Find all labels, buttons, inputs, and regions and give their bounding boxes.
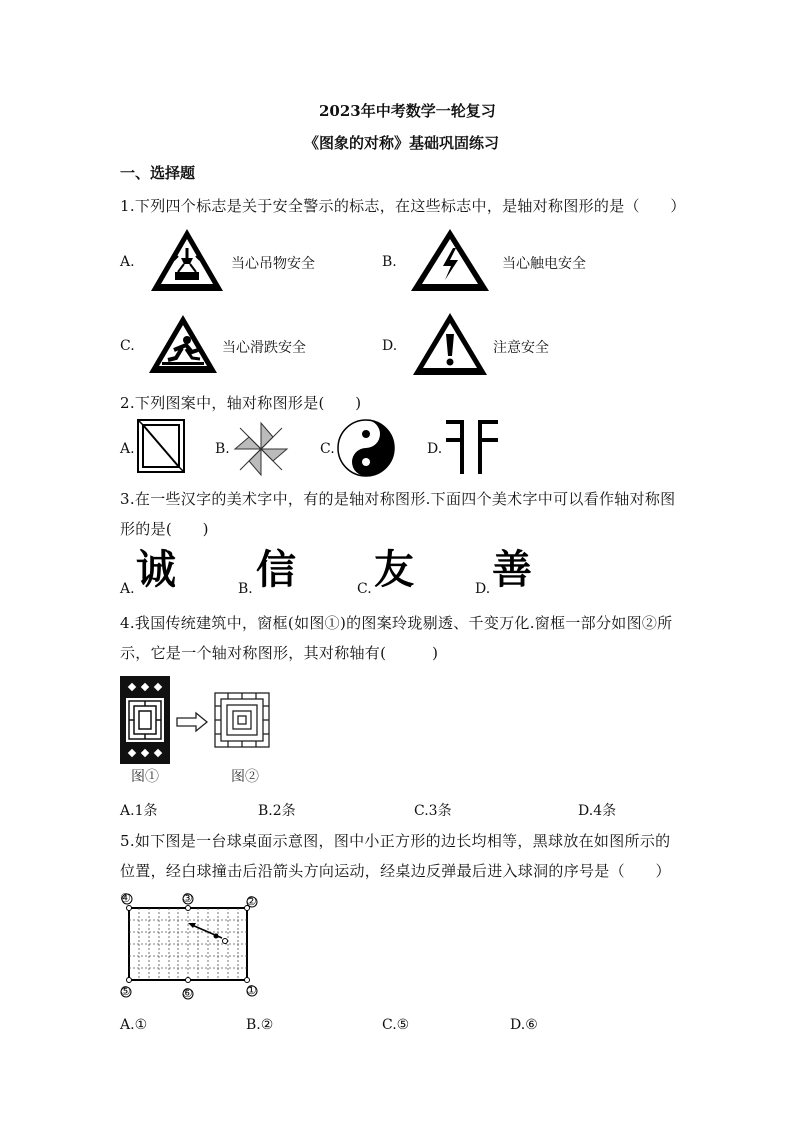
q4-option-d xyxy=(578,800,616,820)
pocket-label-4: ④ xyxy=(120,891,131,905)
bracket-pattern-icon xyxy=(444,418,500,476)
electric-shock-warning-icon xyxy=(408,226,492,294)
q4-stem-line1: 4.我国传统建筑中，窗框(如图①)的图案玲珑剔透、千变万化.窗框一部分如图②所 xyxy=(120,614,673,632)
q1-option-d-label: 注意安全 xyxy=(493,340,549,356)
exclamation-warning-icon xyxy=(410,310,490,378)
q3-stem-line2: 形的是( ) xyxy=(120,520,209,538)
q3-option-b-char: 信 xyxy=(256,547,296,593)
q4-option-b xyxy=(258,800,296,820)
pocket-label-5: ⑤ xyxy=(120,984,131,998)
window-frame-figure-1 xyxy=(120,676,170,764)
q3-option-b-letter: B. xyxy=(238,581,253,597)
q1-option-a-label: 当心吊物安全 xyxy=(231,256,315,272)
page-title: 2023年中考数学一轮复习 xyxy=(319,102,496,120)
q4-option-c xyxy=(414,800,452,820)
q4-option-a xyxy=(120,800,157,820)
q4-option-a-letter: A. xyxy=(120,803,135,819)
q5-option-a xyxy=(120,1017,147,1033)
q4-stem-line2: 示，它是一个轴对称图形，其对称轴有( ) xyxy=(120,644,439,662)
q4-option-d-value: 4条 xyxy=(593,803,617,819)
q5-option-a-value: ① xyxy=(134,1017,148,1033)
arrow-right-icon xyxy=(176,712,208,732)
crane-hook-warning-icon xyxy=(148,226,226,294)
q2-stem: 2.下列图案中，轴对称图形是( ) xyxy=(120,394,362,412)
q5-option-d-value: ⑥ xyxy=(525,1017,538,1033)
q5-option-c-letter: C. xyxy=(382,1017,397,1033)
q1-option-b-letter: B. xyxy=(382,254,397,270)
q3-option-c-char: 友 xyxy=(374,547,414,593)
pocket-label-3: ③ xyxy=(182,891,193,905)
q5-option-d xyxy=(510,1017,538,1033)
q2-option-b-letter: B. xyxy=(215,441,230,457)
q4-option-b-letter: B. xyxy=(258,803,273,819)
q5-option-a-letter: A. xyxy=(120,1017,135,1033)
q5-option-d-letter: D. xyxy=(510,1017,526,1033)
q2-option-c-letter: C. xyxy=(320,441,335,457)
pinwheel-icon xyxy=(232,420,290,478)
q1-option-c-letter: C. xyxy=(120,338,135,354)
q5-option-b-value: ② xyxy=(260,1017,274,1033)
q3-option-d-letter: D. xyxy=(475,581,491,597)
q1-stem: 1.下列四个标志是关于安全警示的标志，在这些标志中，是轴对称图形的是（ ） xyxy=(120,197,686,215)
q5-option-c xyxy=(382,1017,409,1033)
pocket-label-1: ① xyxy=(246,983,257,997)
slip-fall-warning-icon xyxy=(146,312,220,376)
q4-option-b-value: 2条 xyxy=(272,803,296,819)
yin-yang-icon xyxy=(336,418,396,478)
q3-option-a-letter: A. xyxy=(120,581,135,597)
q4-option-d-letter: D. xyxy=(578,803,594,819)
q1-option-c-label: 当心滑跌安全 xyxy=(222,340,306,356)
q3-stem-line1: 3.在一些汉字的美术字中，有的是轴对称图形.下面四个美术字中可以看作轴对称图 xyxy=(120,490,676,508)
framed-diagonal-square-icon xyxy=(136,418,186,474)
window-frame-figure-2 xyxy=(214,692,270,748)
q1-option-d-letter: D. xyxy=(382,338,398,354)
q5-option-b-letter: B. xyxy=(246,1017,261,1033)
pocket-label-6: ⑥ xyxy=(182,986,193,1000)
q5-option-b xyxy=(246,1017,273,1033)
q4-option-a-value: 1条 xyxy=(134,803,158,819)
q2-option-a-letter: A. xyxy=(120,441,135,457)
q1-option-a-letter: A. xyxy=(120,254,135,270)
q4-figure-1-caption: 图① xyxy=(131,769,159,785)
q5-stem-line1: 5.如下图是一台球桌面示意图，图中小正方形的边长均相等，黑球放在如图所示的 xyxy=(120,832,671,850)
q3-option-c-letter: C. xyxy=(357,581,372,597)
q2-option-d-letter: D. xyxy=(427,441,443,457)
q4-option-c-value: 3条 xyxy=(428,803,452,819)
q5-stem-line2: 位置，经白球撞击后沿箭头方向运动，经桌边反弹最后进入球洞的序号是（ ） xyxy=(120,862,671,880)
section-title: 一、选择题 xyxy=(120,164,196,182)
q5-option-c-value: ⑤ xyxy=(396,1017,410,1033)
q3-option-d-char: 善 xyxy=(492,547,532,593)
q3-option-a-char: 诚 xyxy=(136,547,176,593)
pocket-label-2: ② xyxy=(246,894,257,908)
q1-option-b-label: 当心触电安全 xyxy=(502,256,586,272)
q4-option-c-letter: C. xyxy=(414,803,429,819)
q4-figure-2-caption: 图② xyxy=(231,769,259,785)
page-subtitle: 《图象的对称》基础巩固练习 xyxy=(304,134,500,152)
